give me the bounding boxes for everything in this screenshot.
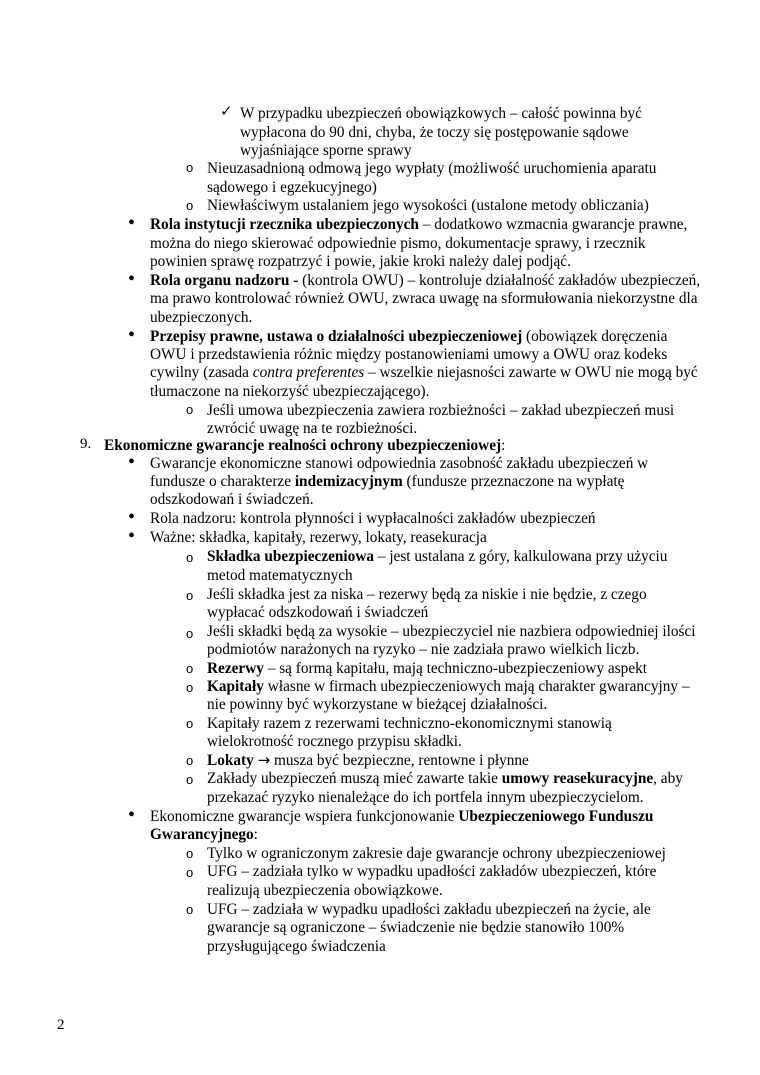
text-line: ubezpieczonych.: [150, 309, 253, 326]
text-line: [207, 677, 690, 696]
bold-term: Ekonomiczne gwarancje realności ochrony ubezpieczeniowej: [104, 437, 502, 454]
bullet-icon: •: [128, 212, 136, 234]
bold-term: Rola instytucji rzecznika ubezpieczonych: [150, 216, 419, 233]
bold-term: umowy reasekuracyjne: [501, 770, 654, 787]
text-line: UFG – zadziała w wypadku upadłości zakładu ubezpieczeń na życie, ale: [207, 901, 651, 918]
text-line: przysługującego świadczenia: [207, 938, 386, 955]
bold-term: Ubezpieczeniowego Funduszu: [458, 808, 654, 825]
text-line: [207, 547, 667, 566]
text-line: Ważne: składka, kapitały, rezerwy, lokaty, reasekuracja: [150, 529, 487, 546]
text-line: wypłacona do 90 dni, chyba, że toczy się postępowanie sądowe: [240, 124, 629, 141]
bullet-icon: •: [128, 324, 136, 346]
circle-bullet-icon: o: [186, 588, 194, 603]
circle-bullet-icon: o: [186, 402, 194, 417]
text-line: wielokrotność rocznego przypisu składki.: [207, 733, 462, 750]
text-line: Kapitały razem z rezerwami techniczno-ekonomicznymi stanowią: [207, 715, 612, 732]
text-line: Niewłaściwym ustalaniem jego wysokości (ustalone metody obliczania): [207, 197, 649, 214]
text-span: – wszelkie niejasności zawarte w OWU nie mogą być: [364, 364, 698, 381]
text-line: Tylko w ograniczonym zakresie daje gwarancje ochrony ubezpieczeniowej: [207, 845, 666, 862]
bullet-icon: •: [128, 268, 136, 290]
circle-bullet-icon: o: [186, 753, 194, 768]
text-span: własne w firmach ubezpieczeniowych mają charakter gwarancyjny –: [263, 678, 690, 695]
text-line: [207, 659, 647, 678]
text-line: Jeśli umowa ubezpieczenia zawiera rozbieżności – zakład ubezpieczeń musi: [207, 402, 675, 419]
page-number: 2: [57, 1017, 65, 1033]
text-line: można do niego skierować odpowiednie pismo, dokumentacje sprawy, i rzecznik: [150, 235, 646, 252]
text-line: [150, 472, 624, 491]
section-heading: [104, 436, 505, 455]
circle-bullet-icon: o: [186, 716, 194, 731]
text-line: nie powinny być wykorzystane w bieżącej działalności.: [207, 696, 548, 713]
arrow-icon: →: [257, 751, 271, 769]
bullet-icon: •: [128, 506, 136, 528]
circle-bullet-icon: o: [186, 865, 194, 880]
text-span: :: [501, 437, 506, 454]
bold-term: Kapitały: [207, 678, 264, 695]
text-span: (obowiązek doręczenia: [522, 328, 668, 345]
text-line: [150, 215, 687, 234]
bold-term: Składka ubezpieczeniowa: [207, 548, 375, 565]
bullet-icon: •: [128, 451, 136, 473]
text-line: zwrócić uwagę na te rozbieżności.: [207, 420, 418, 437]
text-line: [150, 327, 667, 346]
text-span: (fundusze przeznaczone na wypłatę: [402, 473, 625, 490]
text-line: ma prawo kontrolować również OWU, zwraca uwagę na sformułowania niekorzystne dla: [150, 290, 698, 307]
circle-bullet-icon: o: [186, 550, 194, 565]
circle-bullet-icon: o: [186, 772, 194, 787]
bullet-icon: •: [128, 804, 136, 826]
text-span: , aby: [653, 770, 683, 787]
circle-bullet-icon: o: [186, 626, 194, 641]
italic-term: contra preferentes: [252, 364, 365, 381]
bold-term: Rola organu nadzoru -: [150, 272, 299, 289]
bold-term: Lokaty: [207, 752, 254, 769]
text-line: OWU i przedstawienia różnic między postanowieniami umowy a OWU oraz kodeks: [150, 346, 668, 363]
circle-bullet-icon: o: [186, 198, 194, 213]
text-span: :: [253, 826, 258, 843]
text-line: [150, 825, 258, 844]
text-line: przekazać ryzyko nienależące do ich portfela innym ubezpieczycielom.: [207, 789, 644, 806]
circle-bullet-icon: o: [186, 902, 194, 917]
text-span: fundusze o charakterze: [150, 473, 295, 490]
text-line: [150, 363, 698, 382]
text-span: (kontrola OWU) – kontroluje działalność zakładów ubezpieczeń,: [298, 272, 701, 289]
bold-term: indemizacyjnym: [294, 473, 403, 490]
bold-term: Rezerwy: [207, 660, 264, 677]
text-line: tłumaczone na niekorzyść ubezpieczającego).: [150, 383, 430, 400]
text-line: Gwarancje ekonomiczne stanowi odpowiednia zasobność zakładu ubezpieczeń w: [150, 455, 649, 472]
text-span: musza być bezpieczne, rentowne i płynne: [270, 752, 529, 769]
circle-bullet-icon: o: [186, 680, 194, 695]
text-line: metod matematycznych: [207, 567, 353, 584]
bullet-icon: •: [128, 525, 136, 547]
text-line: UFG – zadziała tylko w wypadku upadłości zakładów ubezpieczeń, które: [207, 863, 657, 880]
text-line: Nieuzasadnioną odmową jego wypłaty (możliwość uruchomienia aparatu: [207, 160, 657, 177]
text-line: wyjaśniające sporne sprawy: [240, 142, 412, 159]
text-span: – jest ustalana z góry, kalkulowana przy użyciu: [374, 548, 668, 565]
text-line: Jeśli składki będą za wysokie – ubezpieczyciel nie nazbiera odpowiedniej ilości: [207, 623, 696, 640]
text-span: Zakłady ubezpieczeń muszą mieć zawarte takie: [207, 770, 502, 787]
text-span: – są formą kapitału, mają techniczno-ubezpieczeniowy aspekt: [263, 660, 648, 677]
check-icon: ✓: [220, 102, 233, 120]
text-span: Ekonomiczne gwarancje wspiera funkcjonowanie: [150, 808, 459, 825]
text-line: Rola nadzoru: kontrola płynności i wypłacalności zakładów ubezpieczeń: [150, 510, 596, 527]
text-line: [207, 769, 683, 788]
text-line: realizują ubezpieczenia obowiązkowe.: [207, 882, 443, 899]
text-line: powinien sprawę rozpatrzyć i powie, jakie kroki należy dalej podjąć.: [150, 253, 571, 270]
text-line: Jeśli składka jest za niska – rezerwy będą za niskie i nie będzie, z czego: [207, 586, 647, 603]
text-line: podmiotów narażonych na ryzyko – nie zadziała prawo wielkich liczb.: [207, 641, 640, 658]
circle-bullet-icon: o: [186, 661, 194, 676]
bold-term: Gwarancyjnego: [150, 826, 254, 843]
text-line: wypłacać odszkodowań i świadczeń: [207, 604, 429, 621]
list-number: 9.: [80, 436, 92, 452]
text-line: [207, 751, 529, 770]
circle-bullet-icon: o: [186, 160, 194, 175]
text-span: cywilny (zasada: [150, 364, 253, 381]
text-line: [150, 807, 653, 826]
text-line: odszkodowań i świadczeń.: [150, 491, 314, 508]
text-span: – dodatkowo wzmacnia gwarancje prawne,: [418, 216, 688, 233]
circle-bullet-icon: o: [186, 846, 194, 861]
text-line: W przypadku ubezpieczeń obowiązkowych – całość powinna być: [240, 105, 642, 122]
text-line: sądowego i egzekucyjnego): [207, 179, 377, 196]
bold-term: Przepisy prawne, ustawa o działalności ubezpieczeniowej: [150, 328, 523, 345]
text-line: gwarancje są ograniczone – świadczenie nie będzie stanowiło 100%: [207, 919, 625, 936]
text-line: [150, 271, 700, 290]
